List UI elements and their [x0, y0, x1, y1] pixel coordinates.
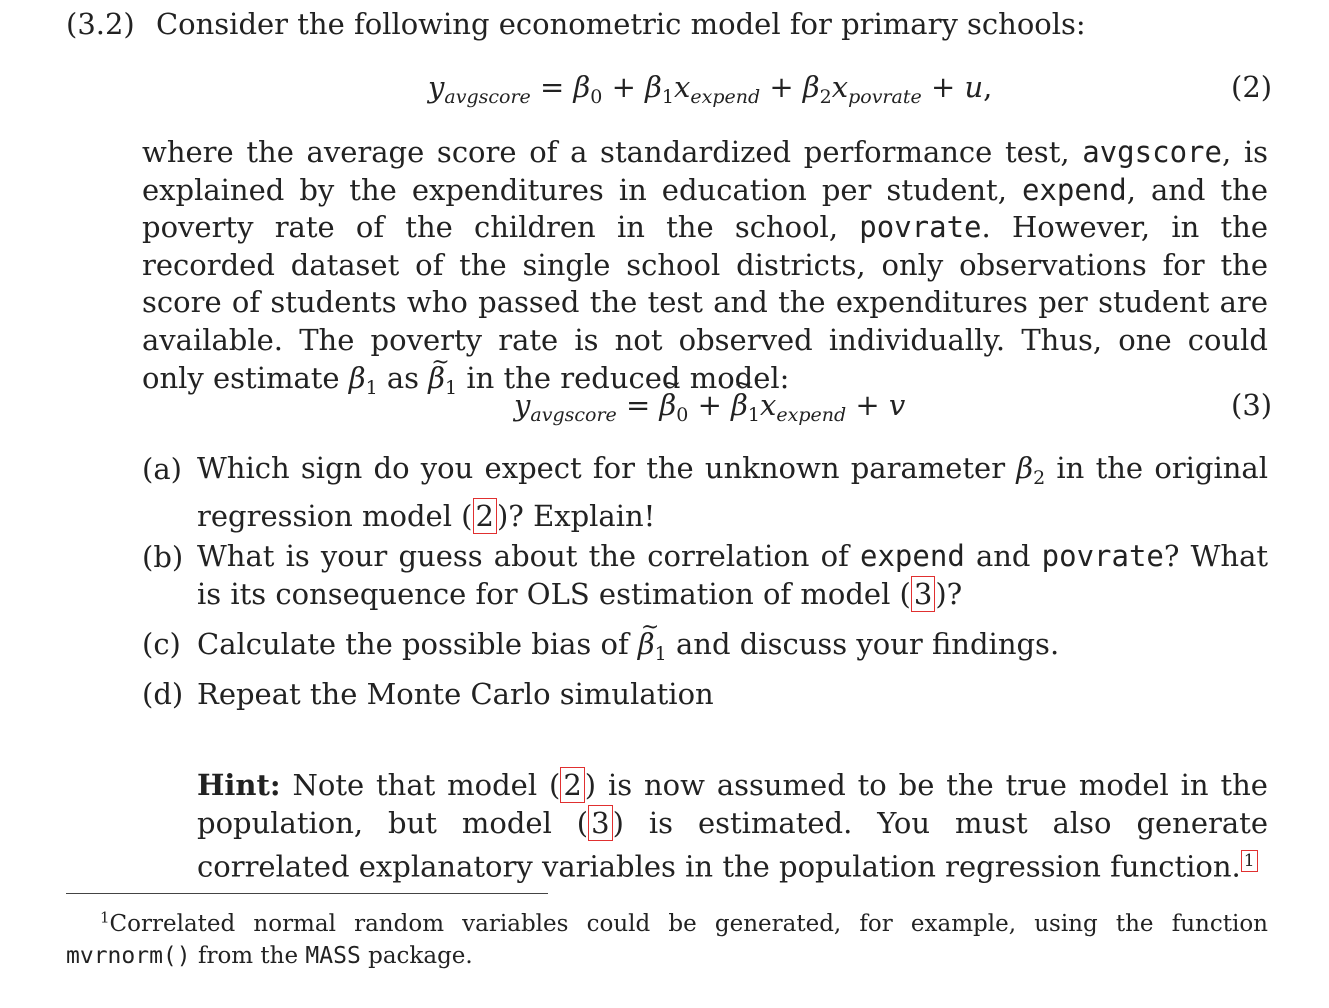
- question-b-and: and: [975, 539, 1031, 573]
- intro-text-4: . However, in the recorded dataset of the single school districts, only observations for the score of students who passed the test and the expenditures per student are available. The poverty rate is not observed individually. Thus, one could only estimate: [142, 210, 1269, 395]
- intro-text-1: where the average score of a standardized performance test,: [142, 135, 1070, 169]
- question-b: What is your guess about the correlation of expend and povrate? What is its consequence for OLS estimation of model ( 3 )?: [197, 539, 1269, 611]
- question-d: Repeat the Monte Carlo simulation: [197, 677, 714, 711]
- hint-text-1: Note that model: [292, 768, 538, 802]
- question-a-text-3: ? Explain!: [508, 498, 656, 533]
- var-povrate: povrate: [859, 210, 982, 245]
- footnote-text-1: Correlated normal random variables could be generated, for example, using the function: [109, 910, 1268, 937]
- footnote-text-2: from the: [197, 942, 299, 969]
- equation-ref-link[interactable]: 2: [473, 498, 497, 534]
- footnote-mark: 1: [100, 908, 110, 926]
- var-expend: expend: [1021, 172, 1127, 207]
- question-c: Calculate the possible bias of ~ $\beta_1$ and discuss your findings.: [197, 625, 1059, 673]
- intro-text-5: as: [386, 360, 420, 395]
- intro-text-3: , and the poverty rate of the children in the school,: [142, 172, 1268, 245]
- equation-2: $y_{avgscore} = \beta_0 + \beta_1x_{expend} + \beta_2x_{povrate} + u$,: [428, 70, 993, 108]
- var-avgscore: avgscore: [1082, 135, 1222, 169]
- equation-ref-link[interactable]: 3: [588, 805, 612, 841]
- problem-intro: Consider the following econometric model for primary schools:: [155, 7, 1086, 41]
- equation-2-number: (2): [1231, 70, 1273, 104]
- question-b-text-2: ? What is its consequence for OLS estimation of model: [197, 539, 1269, 611]
- question-b-text-1: What is your guess about the correlation of: [197, 539, 849, 573]
- hint-paragraph: Hint: Note that model ( 2 ) is now assumed to be the true model in the population, but model ( 3 ) is estimated. You must also generate correlated explanatory variables in the population regression function. $^1$: [197, 768, 1268, 884]
- eq3-x1-subscript: expend: [776, 404, 847, 426]
- eq2-lhs-subscript: avgscore: [444, 86, 531, 108]
- question-b-label: (b): [142, 540, 184, 574]
- eq3-error: v: [888, 388, 906, 422]
- eq2-x1-subscript: expend: [690, 86, 761, 108]
- intro-paragraph: where the average score of a standardized performance test, avgscore, is explained by the expenditures in education per student, expend, and the poverty rate of the children in the school, povrate. However, in the recorded dataset of the single school districts, only observations for the score of students who passed the test and the expenditures per student are available. The poverty rate is not observed individually. Thus, one could only estimate $\beta_1$ as ~ $\beta_1$ in the reduced model:: [142, 134, 1268, 407]
- question-d-label: (d): [142, 677, 184, 711]
- hint-label: Hint:: [197, 768, 281, 802]
- equation-ref-link[interactable]: 2: [560, 767, 584, 803]
- intro-text-6: in the reduced model:: [466, 360, 790, 395]
- var-povrate: povrate: [1041, 539, 1164, 573]
- question-c-text-1: Calculate the possible bias of: [197, 627, 629, 661]
- footnote-text-3: package.: [368, 942, 473, 969]
- question-a-label: (a): [142, 452, 182, 486]
- equation-3-number: (3): [1231, 388, 1273, 422]
- intro-text-2: , is explained by the expenditures in education per student,: [142, 135, 1269, 207]
- footnote: [66, 901, 1268, 972]
- problem-number: (3.2): [66, 7, 135, 41]
- question-a-text-1: Which sign do you expect for the unknown parameter: [197, 451, 1006, 485]
- question-a-text-2: in the original regression model: [197, 451, 1268, 533]
- problem-header: [66, 5, 1086, 43]
- question-b-text-3: ?: [946, 576, 963, 611]
- hint-text-3: is estimated. You must also generate correlated explanatory variables in the population regression function.: [197, 806, 1268, 884]
- question-c-label: (c): [142, 627, 181, 661]
- equation-ref-link[interactable]: 3: [911, 576, 935, 612]
- function-mvrnorm: mvrnorm(): [66, 942, 191, 969]
- footnote-ref-link[interactable]: 1: [1241, 850, 1258, 872]
- package-mass: MASS: [305, 942, 361, 969]
- var-expend: expend: [860, 539, 965, 573]
- footnote-divider: [66, 893, 548, 894]
- eq3-lhs-subscript: avgscore: [530, 404, 617, 426]
- eq2-x2-subscript: povrate: [848, 86, 922, 108]
- eq2-error: u: [964, 70, 984, 104]
- question-c-text-2: and discuss your findings.: [675, 627, 1060, 661]
- question-a: Which sign do you expect for the unknown parameter $\beta_2$ in the original regression model ( 2 )? Explain!: [197, 451, 1268, 533]
- hint-text-2: is now assumed to be the true model in the population, but model: [197, 768, 1268, 840]
- equation-3: $y_{avgscore}$ = ~ $\beta_0$ + ~ $\beta_1x_{expend} + v$: [514, 388, 905, 426]
